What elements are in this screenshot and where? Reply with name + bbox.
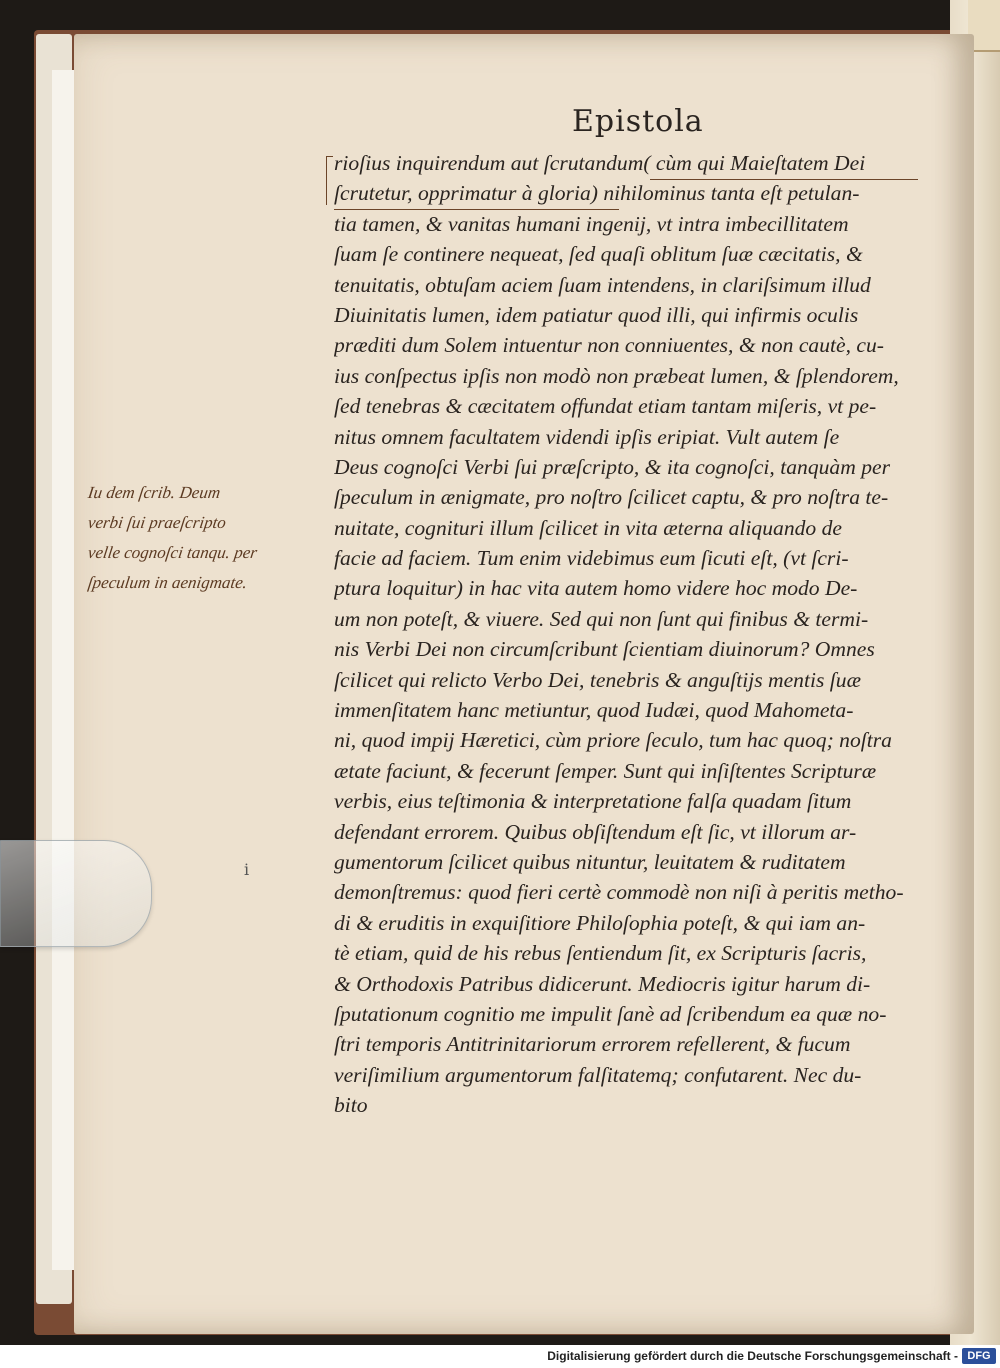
text-line: tè etiam, quid de his rebus ſentiendum ſit, ex Scripturis ſacris,: [334, 941, 867, 966]
text-line: um non poteſt, & viuere. Sed qui non ſunt qui finibus & termi-: [334, 606, 869, 631]
running-header: Epistola: [572, 104, 704, 139]
body-text: [334, 148, 922, 1121]
flyleaf-edge: [52, 70, 74, 1270]
funding-credit: Digitalisierung gefördert durch die Deutsche Forschungsgemeinschaft -: [547, 1349, 958, 1363]
text-line: verbis, eius teſtimonia & interpretatione falſa quadam ſitum: [334, 789, 852, 814]
page-holder-clip: [0, 840, 152, 947]
text-line: facie ad faciem. Tum enim videbimus eum ſicuti eſt, (vt ſcri-: [334, 546, 849, 571]
text-line: defendant errorem. Quibus obſiſtendum eſt ſic, vt illorum ar-: [334, 819, 857, 844]
text-line: nuitate, cognituri illum ſcilicet in vita æterna aliquando de: [334, 515, 842, 540]
marginal-note: [88, 478, 333, 598]
text-line: ſcrutetur, opprimatur à gloria) nihilominus tanta eſt petulan-: [334, 181, 860, 206]
text-line: nitus omnem facultatem videndi ipſis eripiat. Vult autem ſe: [334, 424, 840, 449]
text-line: Deus cognoſci Verbi ſui præſcripto, & ita cognoſci, tanquàm per: [334, 454, 890, 479]
text-line: immenſitatem hanc metiuntur, quod Iudæi, quod Mahometa-: [334, 698, 854, 723]
text-line: ſuam ſe continere nequeat, ſed quaſi oblitum ſuæ cæcitatis, &: [334, 242, 863, 267]
text-line: ſpeculum in ænigmate, pro noſtro ſcilicet captu, & pro noſtra te-: [334, 485, 889, 510]
text-line: gumentorum ſcilicet quibus nituntur, leuitatem & ruditatem: [334, 849, 846, 874]
handwritten-bracket: [326, 156, 333, 205]
marginal-note-line: Iu dem ſcrib. Deum: [86, 483, 222, 502]
text-line: ptura loquitur) in hac vita autem homo videre hoc modo De-: [334, 576, 858, 601]
text-line: demonſtremus: quod fieri certè commodè non niſi à peritis metho-: [334, 880, 904, 905]
text-line: bito: [334, 1093, 368, 1118]
text-line: ſtri temporis Antitrinitariorum errorem refellerent, & fucum: [334, 1032, 851, 1057]
text-line: ni, quod impij Hæretici, cùm priore ſeculo, tum hac quoq; noſtra: [334, 728, 892, 753]
text-line: præditi dum Solem intuentur non conniuentes, & non cautè, cu-: [334, 333, 884, 358]
marginal-tick: i: [244, 860, 250, 879]
text-line: & Orthodoxis Patribus didicerunt. Mediocris igitur harum di-: [334, 971, 871, 996]
text-line: tenuitatis, obtuſam aciem ſuam intendens, in clariſsimum illud: [334, 272, 871, 297]
dfg-logo: DFG: [962, 1348, 996, 1364]
text-line: tia tamen, & vanitas humani ingenij, vt intra imbecillitatem: [334, 211, 849, 236]
text-line: Diuinitatis lumen, idem patiatur quod illi, qui infirmis oculis: [334, 302, 859, 327]
text-line: nis Verbi Dei non circumſcribunt ſcientiam diuinorum? Omnes: [334, 637, 875, 662]
marginal-note-line: verbi ſui praeſcripto: [86, 513, 228, 532]
text-line: ſputationum cognitio me impulit ſanè ad ſcribendum ea quæ no-: [334, 1001, 887, 1026]
marginal-note-line: ſpeculum in aenigmate.: [86, 573, 249, 592]
text-line: veriſimilium argumentorum falſitatemq; confutarent. Nec du-: [334, 1062, 862, 1087]
text-line: di & eruditis in exquiſitiore Philoſophia poteſt, & qui iam an-: [334, 910, 866, 935]
text-line: ſcilicet qui relicto Verbo Dei, tenebris & anguſtijs mentis ſuæ: [334, 667, 861, 692]
text-line: ſed tenebras & cæcitatem offundat etiam tantam miſeris, vt pe-: [334, 394, 877, 419]
text-line: rioſius inquirendum aut ſcrutandum( cùm qui Maieſtatem Dei: [334, 151, 866, 175]
marginal-note-line: velle cognoſci tanqu. per: [86, 543, 259, 562]
text-line: ætate faciunt, & fecerunt ſemper. Sunt qui inſiſtentes Scripturæ: [334, 758, 877, 783]
footer-bar: [0, 1345, 1000, 1368]
text-line: ius conſpectus ipſis non modò non præbeat lumen, & ſplendorem,: [334, 363, 899, 388]
